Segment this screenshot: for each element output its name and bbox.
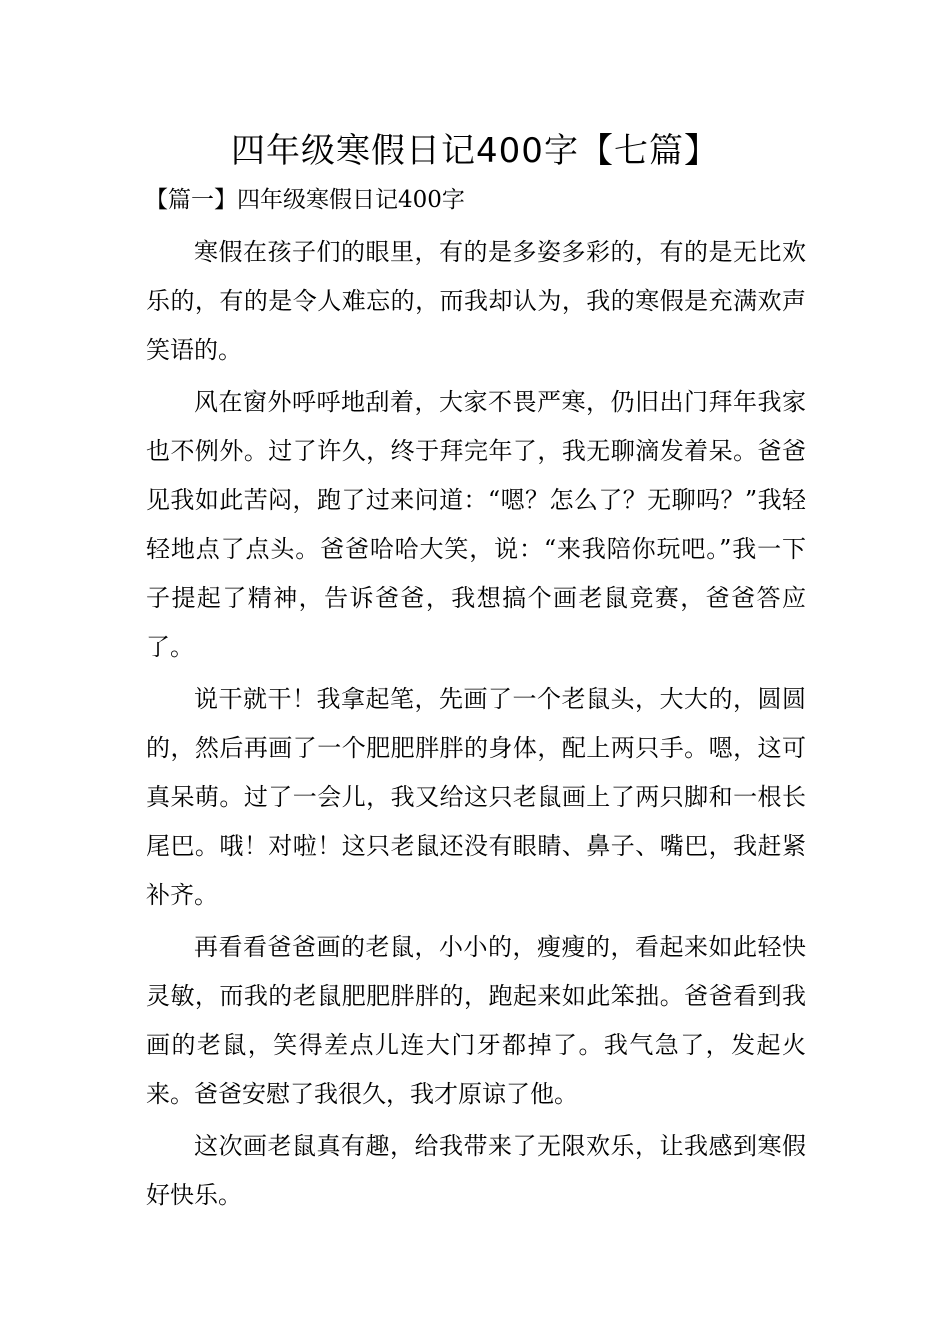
article-body [146, 228, 806, 1223]
paragraph: 这次画老鼠真有趣，给我带来了无限欢乐，让我感到寒假好快乐。 [146, 1132, 806, 1209]
paragraph: 再看看爸爸画的老鼠，小小的，瘦瘦的，看起来如此轻快灵敏，而我的老鼠肥肥胖胖的，跑起来如此笨拙。爸爸看到我画的老鼠，笑得差点儿连大门牙都掉了。我气急了，发起火来。爸爸安慰了我很久，我才原谅了他。 [146, 933, 806, 1108]
paragraph: 寒假在孩子们的眼里，有的是多姿多彩的，有的是无比欢乐的，有的是令人难忘的，而我却认为，我的寒假是充满欢声笑语的。 [146, 238, 806, 364]
document-title: 四年级寒假日记400字【七篇】 [231, 131, 719, 171]
paragraph: 说干就干！我拿起笔，先画了一个老鼠头，大大的，圆圆的，然后再画了一个肥肥胖胖的身体，配上两只手。嗯，这可真呆萌。过了一会儿，我又给这只老鼠画上了两只脚和一根长尾巴。哦！对啦！这只老鼠还没有眼睛、鼻子、嘴巴，我赶紧补齐。 [146, 685, 806, 909]
section-heading: 【篇一】四年级寒假日记400字 [145, 187, 465, 213]
paragraph: 风在窗外呼呼地刮着，大家不畏严寒，仍旧出门拜年我家也不例外。过了许久，终于拜完年了，我无聊滴发着呆。爸爸见我如此苦闷，跑了过来问道：“嗯？怎么了？无聊吗？”我轻轻地点了点头。爸爸哈哈大笑，说：“来我陪你玩吧。”我一下子提起了精神，告诉爸爸，我想搞个画老鼠竞赛，爸爸答应了。 [146, 388, 806, 661]
